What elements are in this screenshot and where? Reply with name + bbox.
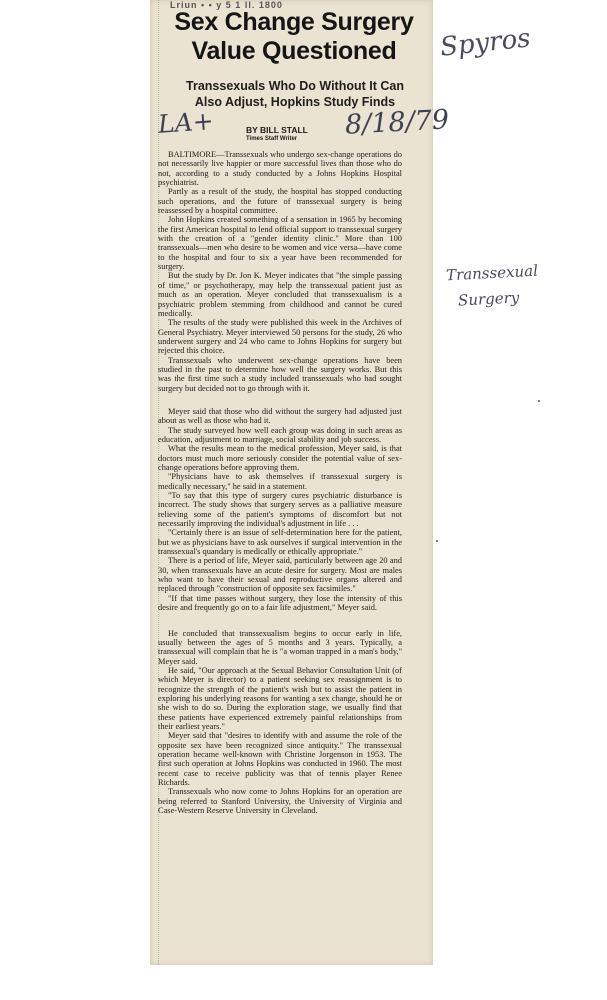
stray-mark bbox=[538, 400, 540, 402]
paragraph: "If that time passes without surgery, they lose the intensity of this desire and frequently go on to a fair life adjustment," Meyer said. bbox=[158, 593, 402, 613]
handwritten-topic-line-2: Surgery bbox=[457, 288, 520, 310]
subhead-line-1: Transsexuals Who Do Without It Can bbox=[186, 79, 404, 93]
paragraph: Meyer said that "desires to identify with and assume the role of the opposite sex have been recognized since antiquity." The transsexual operation became well-known with Christine Jorgenson in 1953. The first such operation at Johns Hopkins was conducted in 1960. The most recent case to receive publicity was that of tennis player Renee Richards. bbox=[158, 731, 402, 787]
paragraph: He concluded that transsexualism begins to occur early in life, usually between the ages of 5 months and 3 years. Typically, a transsexual will complain that he is "a woman trapped in a man's body," Meyer said. bbox=[158, 628, 402, 666]
byline-role: Times Staff Writer bbox=[246, 136, 298, 142]
paragraph: There is a period of life, Meyer said, particularly between age 20 and 30, when transsexuals have an acute desire for surgery. Most are males who want to have their sexual and reproductive organs altered and replaced through "construction of opposite sex facsimiles." bbox=[158, 556, 402, 594]
paragraph: The results of the study were published this week in the Archives of General Psychiatry. Meyer interviewed 50 persons for the study, 26 who underwent surgery and 24 who came to Johns Hopkins for surgery but rejected this choice. bbox=[158, 318, 402, 356]
paragraph: He said, "Our approach at the Sexual Behavior Consultation Unit (of which Meyer is director) to a patient seeking sex reassignment is to recognize the strength of the patient's wish but to assist the patient in exploring his underlying reasons for wanting a sex change, should he or she wish to do so. During the exploration stage, we usually find that these patients have experienced extremely painful relationships from their earliest years." bbox=[158, 665, 402, 731]
headline-line-2: Value Questioned bbox=[191, 37, 397, 65]
subhead-line-2: Also Adjust, Hopkins Study Finds bbox=[194, 95, 396, 109]
newspaper-clipping bbox=[150, 0, 433, 965]
handwritten-topic-line-1: Transsexual bbox=[445, 261, 539, 285]
byline-author: BY BILL STALL bbox=[246, 125, 308, 135]
paragraph: What the results mean to the medical profession, Meyer said, is that doctors must much more seriously consider the potential value of sex-change operations before approving them. bbox=[158, 444, 402, 472]
stray-mark bbox=[436, 540, 438, 542]
article-body bbox=[158, 150, 402, 815]
paragraph: Transsexuals who underwent sex-change operations have been studied in the past to determine how well the surgery works. But this was the first time such a study included transsexuals who had sought surgery but decided not to go through with it. bbox=[158, 355, 402, 393]
subheadline bbox=[170, 78, 420, 110]
headline-line-1: Sex Change Surgery bbox=[174, 8, 414, 36]
handwritten-source: LA+ bbox=[157, 106, 215, 139]
paragraph: BALTIMORE—Transsexuals who undergo sex-change operations do not necessarily live happier or more successful lives than those who do not, according to a study conducted by a Johns Hopkins Hospital psychiatrist. bbox=[158, 150, 402, 188]
handwritten-date: 8/18/79 bbox=[344, 104, 450, 141]
paragraph: But the study by Dr. Jon K. Meyer indicates that "the simple passing of time," or psychotherapy, may help the transsexual patient just as much as an operation. Meyer concluded that transsexualism is a psychiatric problem stemming from childhood and cannot be cured medically. bbox=[158, 271, 402, 318]
handwritten-name: Spyros bbox=[438, 23, 532, 63]
paragraph: "Certainly there is an issue of self-determination here for the patient, but we as physicians have to ask ourselves if surgical intervention in the transsexual's quandary is medically or ethically appropriate." bbox=[158, 528, 402, 557]
column-gap bbox=[158, 393, 402, 407]
torn-header-strip: Lriun • • y 5 1 ll. 1800 bbox=[170, 0, 283, 10]
paragraph: Meyer said that those who did without the surgery had adjusted just about as well as those who had it. bbox=[158, 406, 402, 426]
paragraph: Partly as a result of the study, the hospital has stopped conducting such operations, and the future of transsexual surgery is being reassessed by a hospital committee. bbox=[158, 187, 402, 216]
paragraph: John Hopkins created something of a sensation in 1965 by becoming the first American hospital to lend official support to transsexual surgery with the creation of a "gender identity clinic." More than 100 transsexuals—men who desire to be women and vice versa—have come to the hospital and four to six a year have been recommended for surgery. bbox=[158, 215, 402, 272]
headline bbox=[164, 8, 424, 66]
column-gap bbox=[158, 613, 402, 629]
paragraph: Transsexuals who now come to Johns Hopkins for an operation are being referred to Stanford University, the University of Virginia and Case-Western Reserve University in Cleveland. bbox=[158, 787, 402, 816]
paragraph: The study surveyed how well each group was doing in such areas as education, adjustment to marriage, social stability and job success. bbox=[158, 425, 402, 444]
paragraph: "To say that this type of surgery cures psychiatric disturbance is incorrect. The study shows that surgery serves as a palliative measure relieving some of the patient's symptoms of discomfort but not necessarily improving the individual's adjustment in life . . . bbox=[158, 491, 402, 529]
paragraph: "Physicians have to ask themselves if transsexual surgery is medically necessary," he said in a statement. bbox=[158, 472, 402, 491]
